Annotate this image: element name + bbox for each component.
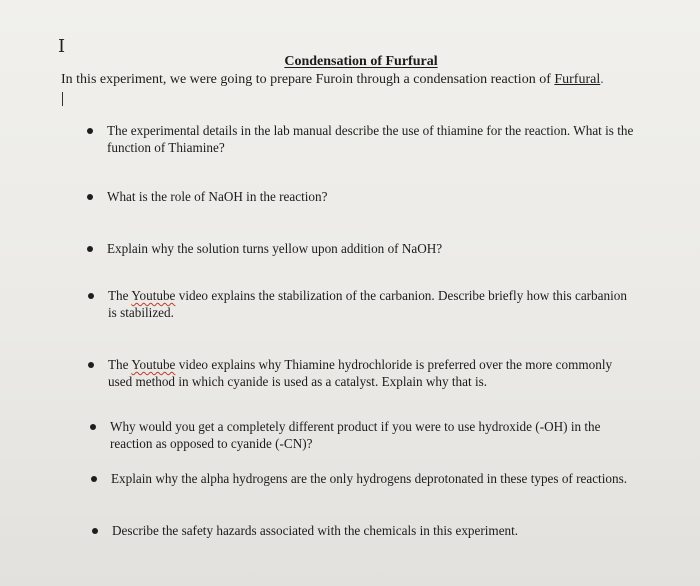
question-text: Explain why the solution turns yellow upon addition of NaOH? xyxy=(107,241,443,256)
question-text: Explain why the alpha hydrogens are the only hydrogens deprotonated in these types of reactions. xyxy=(111,471,627,486)
question-text: The Youtube video explains why Thiamine hydrochloride is preferred over the more commonly used method in which cyanide is used as a catalyst. Explain why that is. xyxy=(108,357,613,389)
bullet-dot-icon xyxy=(87,246,93,252)
list-item xyxy=(111,471,631,488)
list-item xyxy=(108,357,633,390)
bullet-dot-icon xyxy=(87,194,93,200)
list-item xyxy=(107,123,647,156)
bullet-dot-icon xyxy=(88,362,94,368)
intro-paragraph xyxy=(61,72,604,88)
intro-furfural-word: Furfural xyxy=(554,72,601,87)
bullet-dot-icon xyxy=(91,476,97,482)
intro-text: In this experiment, we were going to prepare Furoin through a condensation reaction of xyxy=(61,72,555,87)
question-text: What is the role of NaOH in the reaction? xyxy=(107,189,328,204)
document-title: Condensation of Furfural xyxy=(284,54,438,69)
question-text: The Youtube video explains the stabilization of the carbanion. Describe briefly how this carbanion is stabilized. xyxy=(108,288,627,320)
list-item xyxy=(107,241,647,258)
list-item xyxy=(112,523,632,540)
list-item xyxy=(108,288,638,321)
question-text: Why would you get a completely different product if you were to use hydroxide (-OH) in the reaction as opposed to cyanide (-CN)? xyxy=(110,419,601,451)
spellcheck-flagged-word: Youtube xyxy=(131,357,176,372)
i-beam-cursor-icon: I xyxy=(58,36,66,57)
bullet-dot-icon xyxy=(92,528,98,534)
list-item xyxy=(107,189,647,206)
list-item xyxy=(110,419,635,452)
spellcheck-flagged-word: Youtube xyxy=(131,288,176,303)
bullet-dot-icon xyxy=(87,128,93,134)
bullet-dot-icon xyxy=(90,424,96,430)
intro-end-mark: . xyxy=(600,72,604,87)
text-caret xyxy=(62,92,63,106)
question-text: The experimental details in the lab manual describe the use of thiamine for the reaction. What is the function of Thiamine? xyxy=(107,123,634,155)
question-text: Describe the safety hazards associated with the chemicals in this experiment. xyxy=(112,523,519,538)
bullet-dot-icon xyxy=(88,293,94,299)
